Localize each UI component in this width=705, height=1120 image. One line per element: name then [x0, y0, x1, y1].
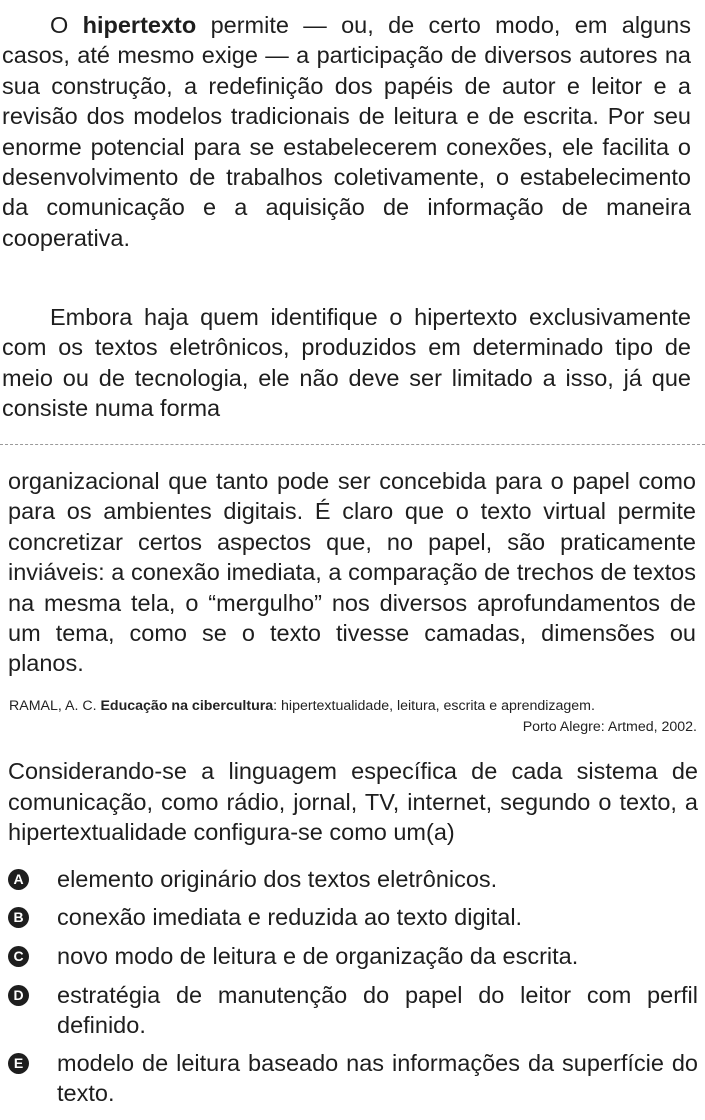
option-c-letter-icon: C	[8, 946, 29, 967]
page-break-divider	[0, 444, 705, 445]
p1-rest: permite — ou, de certo modo, em alguns casos, até mesmo exige — a participação de diversos autores na sua construção, a redefinição dos papéis de autor e leitor e a revisão dos modelos tradicionais de leitura e de escrita. Por seu enorme potencial para se estabelecerem conexões, ele facilita o desenvolvimento de trabalhos coletivamente, o estabelecimento da comunicação e a aquisição de informação de maneira cooperativa.	[2, 12, 692, 251]
option-e-letter-icon: E	[8, 1053, 29, 1074]
p1-lead: O	[50, 12, 83, 38]
passage-paragraph-1	[2, 10, 691, 253]
option-b-text: conexão imediata e reduzida ao texto digital.	[57, 904, 523, 930]
passage-paragraph-3: organizacional que tanto pode ser concebida para o papel como para os ambientes digitais. É claro que o texto virtual permite concretizar certos aspectos que, no papel, são praticamente inviáveis: a conexão imediata, a comparação de trechos de textos na mesma tela, o “mergulho” nos diversos aprofundamentos de um tema, como se o texto tivesse camadas, dimensões ou planos.	[8, 468, 696, 677]
option-b[interactable]	[8, 902, 698, 932]
option-c-text: novo modo de leitura e de organização da escrita.	[57, 943, 579, 969]
passage-paragraph-2: Embora haja quem identifique o hipertexto exclusivamente com os textos eletrônicos, produzidos em determinado tipo de meio ou de tecnologia, ele não deve ser limitado a isso, já que consiste numa forma	[2, 304, 691, 422]
citation-author: RAMAL, A. C.	[9, 698, 101, 714]
option-a[interactable]	[8, 864, 698, 894]
option-e-text: modelo de leitura baseado nas informações da superfície do texto.	[57, 1050, 698, 1107]
source-citation	[9, 696, 697, 738]
option-c[interactable]	[8, 941, 698, 971]
option-d[interactable]	[8, 980, 698, 1041]
option-a-text: elemento originário dos textos eletrônicos.	[57, 866, 498, 892]
hipertexto-term: hipertexto	[82, 12, 197, 38]
option-b-letter-icon: B	[8, 907, 29, 928]
option-d-letter-icon: D	[8, 985, 29, 1006]
citation-line-1	[9, 696, 697, 717]
citation-publisher: Porto Alegre: Artmed, 2002.	[522, 719, 697, 735]
citation-subtitle: : hipertextualidade, leitura, escrita e aprendizagem.	[273, 698, 595, 714]
option-d-text: estratégia de manutenção do papel do leitor com perfil definido.	[57, 982, 698, 1039]
option-a-letter-icon: A	[8, 869, 29, 890]
option-e[interactable]	[8, 1048, 698, 1109]
question-stem: Considerando-se a linguagem específica de cada sistema de comunicação, como rádio, jornal, TV, internet, segundo o texto, a hipertextualidade configura-se como um(a)	[8, 758, 698, 845]
citation-title: Educação na cibercultura	[100, 698, 274, 714]
